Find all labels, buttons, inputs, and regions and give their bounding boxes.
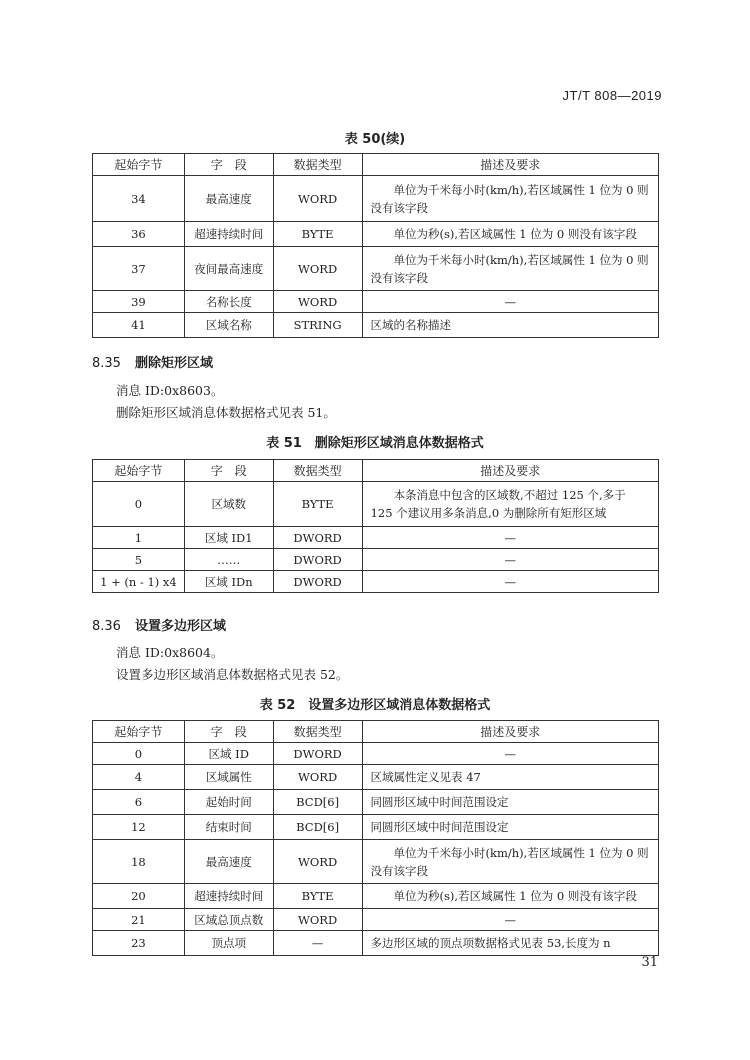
cell-field: 区域数 xyxy=(184,482,273,527)
table-row xyxy=(93,884,659,909)
table-header-row xyxy=(93,721,659,743)
cell-description: — xyxy=(362,549,658,571)
cell-data-type: WORD xyxy=(273,765,362,790)
cell-field: 区域 IDn xyxy=(184,571,273,593)
cell-start-byte: 23 xyxy=(93,931,185,956)
table-row xyxy=(93,765,659,790)
table-row xyxy=(93,909,659,931)
cell-description: 单位为千米每小时(km/h),若区域属性 1 位为 0 则没有该字段 xyxy=(362,247,658,291)
cell-start-byte: 1 xyxy=(93,527,185,549)
header-data-type: 数据类型 xyxy=(273,154,362,176)
header-description: 描述及要求 xyxy=(362,460,658,482)
cell-field: 超速持续时间 xyxy=(184,222,273,247)
header-description: 描述及要求 xyxy=(362,721,658,743)
cell-description: 本条消息中包含的区域数,不超过 125 个,多于 125 个建议用多条消息,0 为删除所有矩形区域 xyxy=(362,482,658,527)
table-row xyxy=(93,743,659,765)
cell-field: 起始时间 xyxy=(184,790,273,815)
header-field: 字 段 xyxy=(184,721,273,743)
header-start-byte: 起始字节 xyxy=(93,154,185,176)
cell-description: 单位为秒(s),若区域属性 1 位为 0 则没有该字段 xyxy=(362,222,658,247)
section-836-msg-id: 消息 ID:0x8604。 xyxy=(116,645,224,660)
header-field: 字 段 xyxy=(184,460,273,482)
cell-field: 区域属性 xyxy=(184,765,273,790)
cell-field: 区域总顶点数 xyxy=(184,909,273,931)
section-number: 8.35 xyxy=(92,356,121,371)
section-835-msg-id: 消息 ID:0x8603。 xyxy=(116,383,224,398)
cell-start-byte: 39 xyxy=(93,291,185,313)
table-row xyxy=(93,790,659,815)
header-start-byte: 起始字节 xyxy=(93,460,185,482)
cell-data-type: — xyxy=(273,931,362,956)
header-start-byte: 起始字节 xyxy=(93,721,185,743)
cell-data-type: DWORD xyxy=(273,549,362,571)
cell-data-type: WORD xyxy=(273,840,362,884)
cell-start-byte: 21 xyxy=(93,909,185,931)
table-row xyxy=(93,222,659,247)
cell-start-byte: 18 xyxy=(93,840,185,884)
section-title: 设置多边形区域 xyxy=(134,619,226,634)
cell-description: 单位为千米每小时(km/h),若区域属性 1 位为 0 则没有该字段 xyxy=(362,840,658,884)
header-field: 字 段 xyxy=(184,154,273,176)
table52 xyxy=(92,720,659,956)
cell-data-type: BYTE xyxy=(273,222,362,247)
cell-field: 区域 ID xyxy=(184,743,273,765)
cell-data-type: BCD[6] xyxy=(273,815,362,840)
cell-data-type: DWORD xyxy=(273,527,362,549)
cell-start-byte: 1 + (n - 1) x4 xyxy=(93,571,185,593)
cell-data-type: STRING xyxy=(273,313,362,338)
cell-description: — xyxy=(362,291,658,313)
table-row xyxy=(93,931,659,956)
cell-start-byte: 0 xyxy=(93,482,185,527)
cell-data-type: WORD xyxy=(273,247,362,291)
table-row xyxy=(93,247,659,291)
header-description: 描述及要求 xyxy=(362,154,658,176)
cell-data-type: WORD xyxy=(273,909,362,931)
document-code: JT/T 808—2019 xyxy=(562,88,662,103)
cell-start-byte: 4 xyxy=(93,765,185,790)
cell-description: — xyxy=(362,571,658,593)
section-number: 8.36 xyxy=(92,619,121,634)
header-data-type: 数据类型 xyxy=(273,721,362,743)
cell-data-type: WORD xyxy=(273,176,362,222)
cell-description: 同圆形区域中时间范围设定 xyxy=(362,815,658,840)
table50 xyxy=(92,153,659,338)
cell-start-byte: 6 xyxy=(93,790,185,815)
cell-start-byte: 12 xyxy=(93,815,185,840)
cell-field: 顶点项 xyxy=(184,931,273,956)
table-row xyxy=(93,840,659,884)
table-row xyxy=(93,176,659,222)
table-row xyxy=(93,291,659,313)
cell-start-byte: 0 xyxy=(93,743,185,765)
cell-start-byte: 5 xyxy=(93,549,185,571)
table51 xyxy=(92,459,659,593)
section-836-text: 设置多边形区域消息体数据格式见表 52。 xyxy=(116,667,349,682)
cell-data-type: BCD[6] xyxy=(273,790,362,815)
cell-description: 区域属性定义见表 47 xyxy=(362,765,658,790)
cell-data-type: WORD xyxy=(273,291,362,313)
cell-description: 同圆形区域中时间范围设定 xyxy=(362,790,658,815)
cell-start-byte: 41 xyxy=(93,313,185,338)
cell-start-byte: 37 xyxy=(93,247,185,291)
section-title: 删除矩形区域 xyxy=(134,356,213,371)
cell-field: 最高速度 xyxy=(184,176,273,222)
cell-description: 单位为秒(s),若区域属性 1 位为 0 则没有该字段 xyxy=(362,884,658,909)
table51-title: 表 51 删除矩形区域消息体数据格式 xyxy=(266,436,484,451)
cell-description: — xyxy=(362,743,658,765)
cell-data-type: DWORD xyxy=(273,743,362,765)
cell-field: …… xyxy=(184,549,273,571)
section-836-heading xyxy=(92,615,226,634)
cell-start-byte: 20 xyxy=(93,884,185,909)
table-row xyxy=(93,527,659,549)
table-row xyxy=(93,815,659,840)
cell-data-type: BYTE xyxy=(273,884,362,909)
section-835-text: 删除矩形区域消息体数据格式见表 51。 xyxy=(116,405,336,420)
cell-start-byte: 34 xyxy=(93,176,185,222)
table-row xyxy=(93,549,659,571)
page-number: 31 xyxy=(641,955,658,970)
cell-field: 名称长度 xyxy=(184,291,273,313)
table52-title: 表 52 设置多边形区域消息体数据格式 xyxy=(259,698,491,713)
cell-field: 区域 ID1 xyxy=(184,527,273,549)
cell-data-type: DWORD xyxy=(273,571,362,593)
cell-description: 单位为千米每小时(km/h),若区域属性 1 位为 0 则没有该字段 xyxy=(362,176,658,222)
cell-field: 结束时间 xyxy=(184,815,273,840)
table-header-row xyxy=(93,154,659,176)
cell-data-type: BYTE xyxy=(273,482,362,527)
table50-title: 表 50(续) xyxy=(344,132,406,147)
cell-description: 多边形区域的顶点项数据格式见表 53,长度为 n xyxy=(362,931,658,956)
table-row xyxy=(93,313,659,338)
cell-field: 区域名称 xyxy=(184,313,273,338)
section-835-heading xyxy=(92,352,213,371)
cell-description: — xyxy=(362,909,658,931)
cell-description: — xyxy=(362,527,658,549)
header-data-type: 数据类型 xyxy=(273,460,362,482)
cell-description: 区域的名称描述 xyxy=(362,313,658,338)
table-row xyxy=(93,571,659,593)
cell-start-byte: 36 xyxy=(93,222,185,247)
table-row xyxy=(93,482,659,527)
cell-field: 最高速度 xyxy=(184,840,273,884)
cell-field: 超速持续时间 xyxy=(184,884,273,909)
cell-field: 夜间最高速度 xyxy=(184,247,273,291)
table-header-row xyxy=(93,460,659,482)
